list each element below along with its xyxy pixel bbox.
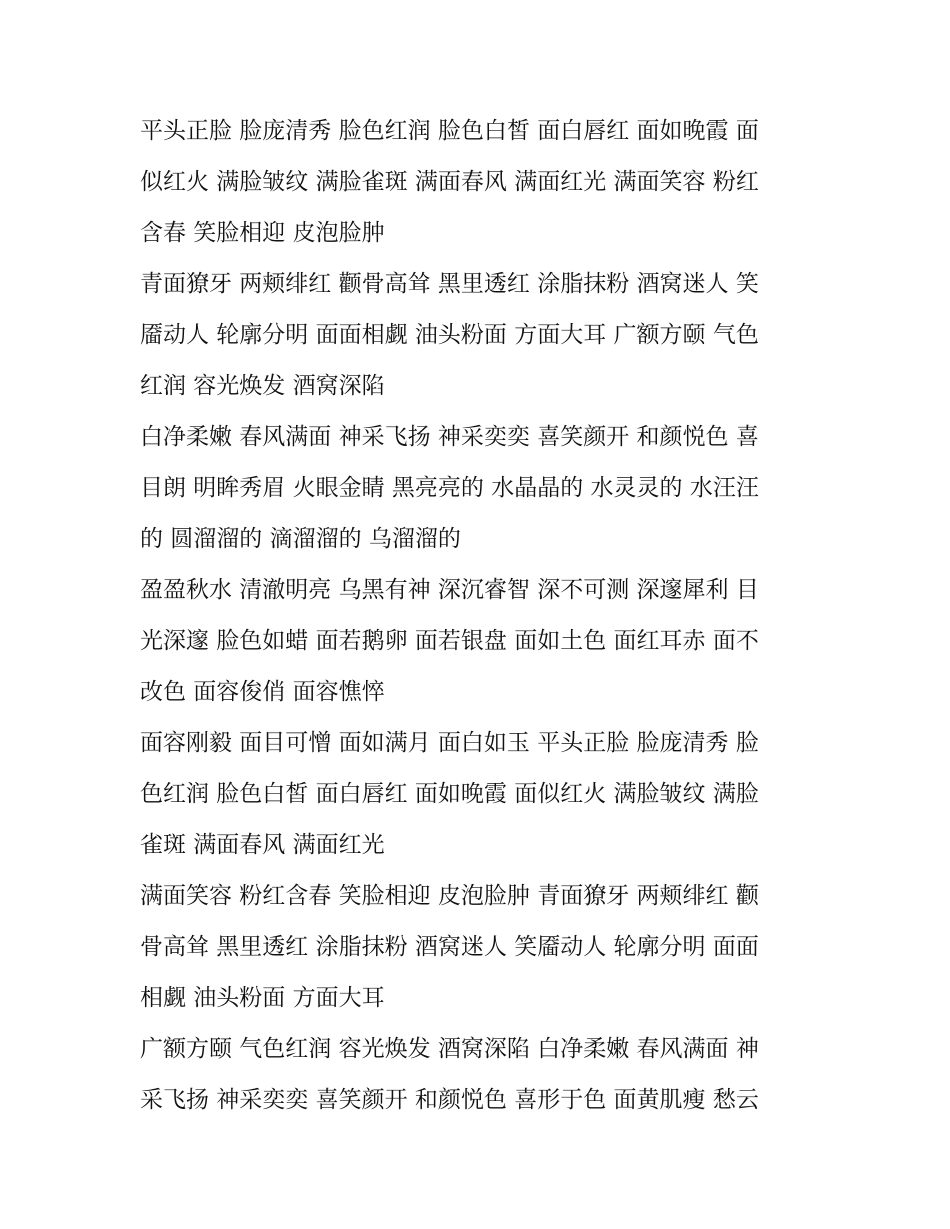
- text-line: 白净柔嫩 春风满面 神采飞扬 神采奕奕 喜笑颜开 和颜悦色 喜: [140, 424, 759, 450]
- text-line: 相觑 油头粉面 方面大耳: [140, 985, 385, 1011]
- text-line: 青面獠牙 两颊绯红 颧骨高耸 黑里透红 涂脂抹粉 酒窝迷人 笑: [140, 271, 759, 297]
- text-line: 骨高耸 黑里透红 涂脂抹粉 酒窝迷人 笑靥动人 轮廓分明 面面: [140, 934, 759, 960]
- paragraph-5: [140, 718, 805, 871]
- text-line: 似红火 满脸皱纹 满脸雀斑 满面春风 满面红光 满面笑容 粉红: [140, 169, 759, 195]
- text-line: 改色 面容俊俏 面容憔悴: [140, 679, 385, 705]
- text-line: 色红润 脸色白皙 面白唇红 面如晚霞 面似红火 满脸皱纹 满脸: [140, 781, 759, 807]
- text-line: 采飞扬 神采奕奕 喜笑颜开 和颜悦色 喜形于色 面黄肌瘦 愁云: [140, 1087, 759, 1113]
- text-line: 靥动人 轮廓分明 面面相觑 油头粉面 方面大耳 广额方颐 气色: [140, 322, 759, 348]
- paragraph-3: [140, 412, 805, 565]
- text-line: 目朗 明眸秀眉 火眼金睛 黑亮亮的 水晶晶的 水灵灵的 水汪汪: [140, 475, 759, 501]
- paragraph-2: [140, 259, 805, 412]
- text-line: 平头正脸 脸庞清秀 脸色红润 脸色白皙 面白唇红 面如晚霞 面: [140, 118, 759, 144]
- paragraph-4: [140, 565, 805, 718]
- paragraph-7: [140, 1024, 805, 1126]
- paragraph-6: [140, 871, 805, 1024]
- text-line: 满面笑容 粉红含春 笑脸相迎 皮泡脸肿 青面獠牙 两颊绯红 颧: [140, 883, 759, 909]
- text-line: 红润 容光焕发 酒窝深陷: [140, 373, 385, 399]
- text-line: 含春 笑脸相迎 皮泡脸肿: [140, 220, 385, 246]
- paragraph-1: [140, 106, 805, 259]
- text-line: 的 圆溜溜的 滴溜溜的 乌溜溜的: [140, 526, 461, 552]
- text-line: 盈盈秋水 清澈明亮 乌黑有神 深沉睿智 深不可测 深邃犀利 目: [140, 577, 759, 603]
- text-line: 面容刚毅 面目可憎 面如满月 面白如玉 平头正脸 脸庞清秀 脸: [140, 730, 759, 756]
- text-line: 光深邃 脸色如蜡 面若鹅卵 面若银盘 面如土色 面红耳赤 面不: [140, 628, 759, 654]
- text-line: 广额方颐 气色红润 容光焕发 酒窝深陷 白净柔嫩 春风满面 神: [140, 1036, 759, 1062]
- text-line: 雀斑 满面春风 满面红光: [140, 832, 385, 858]
- document-body: [140, 106, 805, 1126]
